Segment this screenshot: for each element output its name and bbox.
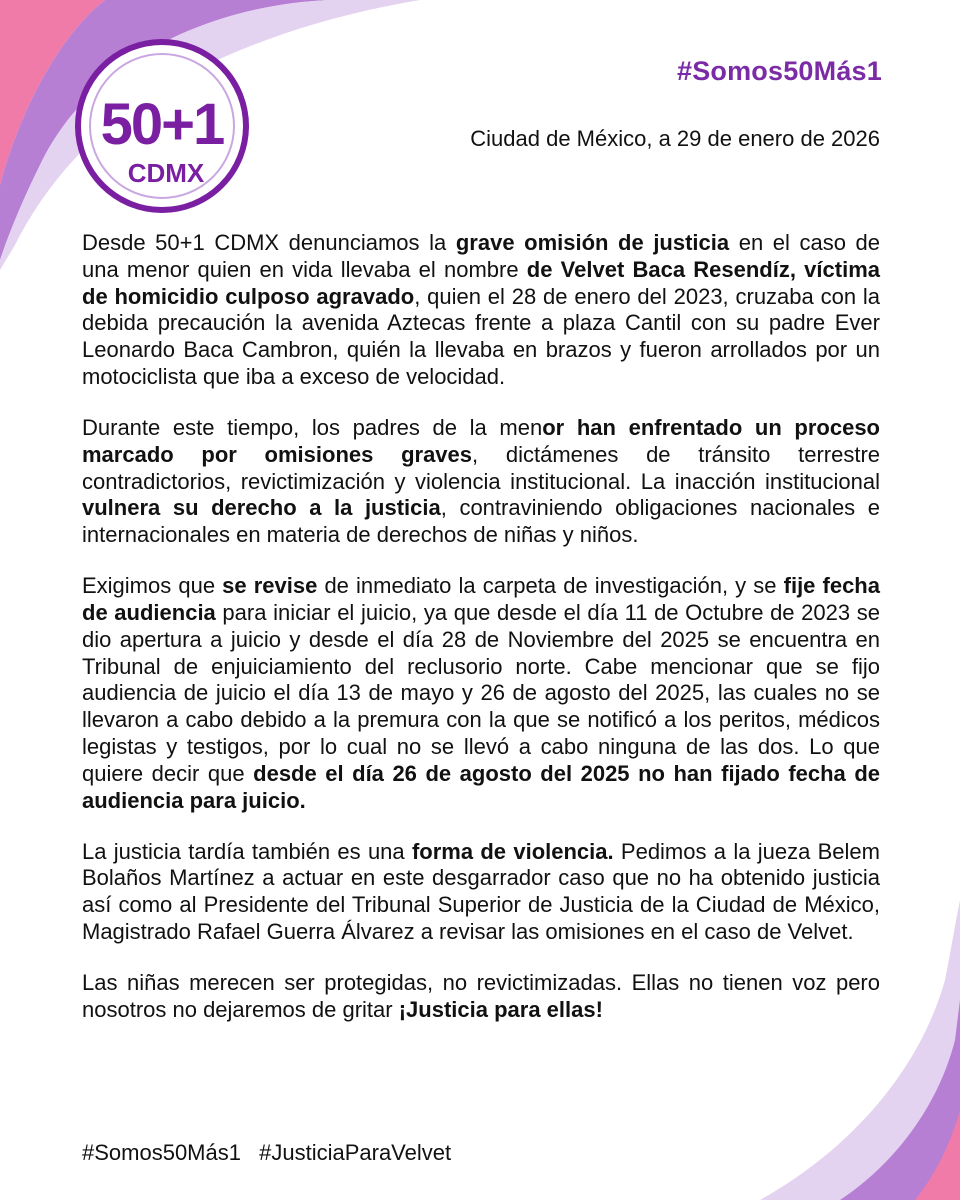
p3-text-3: para iniciar el juicio, ya que desde el día 11 de Octubre de 2023 se dio apertura a juicio y desde el día 28 de Noviembre del 2025 se encuentra en Tribunal de enjuiciamiento del reclusorio norte. Cabe mencionar que se fijo audiencia de juicio el día 13 de mayo y 26 de agosto del 2025, las cuales no se llevaron a cabo debido a la premura con la que se notificó a los peritos, médicos legistas y testigos, por lo cual no se llevó a cabo ninguna de las dos. Lo que quiere decir que (82, 599, 880, 786)
p3-bold-3: desde el día 26 de agosto del 2025 no han fijado fecha de audiencia para juicio. (82, 760, 880, 813)
p3-bold-1: se revise (222, 573, 318, 599)
paragraph-4 (82, 839, 880, 946)
p2-text-1: Durante este tiempo, los padres de la men (82, 414, 543, 440)
p1-bold-2: de Velvet Baca Resendíz, víctima de homicidio culposo agravado (82, 256, 880, 309)
p1-text-3: , quien el 28 de enero del 2023, cruzaba con la debida precaución la avenida Aztecas frente a plaza Cantil con su padre Ever Leonardo Baca Cambron, quién la llevaba en brazos y fueron arrollados por un motociclista que iba a exceso de velocidad. (82, 283, 881, 390)
p1-text-2: en el caso de una menor quien en vida llevaba el nombre (82, 230, 880, 282)
footer-hashtag-justicia[interactable]: #JusticiaParaVelvet (259, 1140, 452, 1165)
p2-text-2: , dictámenes de tránsito terrestre contradictorios, revictimización y violencia institucional. La inacción institucional (82, 441, 881, 494)
p5-text-1: Las niñas merecen ser protegidas, no revictimizadas. Ellas no tienen voz pero nosotros no dejaremos de gritar (82, 969, 880, 1022)
header-hashtag[interactable]: #Somos50Más1 (676, 56, 882, 86)
p1-bold-1: grave omisión de justicia (455, 230, 730, 255)
logo-main-text: 50+1 (100, 92, 224, 157)
paragraph-3 (82, 573, 880, 814)
logo-sub-text: CDMX (127, 158, 205, 188)
paragraph-2 (82, 415, 880, 549)
p4-text-1: La justicia tardía también es una (82, 838, 412, 864)
p5-bold-1: ¡Justicia para ellas! (398, 996, 603, 1022)
p4-bold-1: forma de violencia. (411, 838, 614, 864)
paragraph-1 (82, 230, 880, 391)
paragraph-5 (82, 970, 880, 1024)
p2-bold-2: vulnera su derecho a la justicia (82, 495, 441, 521)
p2-bold-1: or han enfrentado un proceso marcado por omisiones graves (82, 414, 880, 467)
logo (74, 38, 250, 214)
p3-bold-2: fije fecha de audiencia (82, 573, 880, 625)
letter-body (82, 230, 880, 1048)
p3-text-1: Exigimos que (82, 573, 223, 599)
footer-hashtag-somos[interactable]: #Somos50Más1 (82, 1140, 241, 1165)
date-line: Ciudad de México, a 29 de enero de 2026 (470, 126, 880, 151)
p3-text-2: de inmediato la carpeta de investigación, y se (317, 573, 784, 599)
p2-text-3: , contraviniendo obligaciones nacionales e internacionales en materia de derechos de niñas y niños. (82, 495, 880, 548)
p1-text-1: Desde 50+1 CDMX denunciamos la (82, 230, 456, 255)
footer-hashtags (82, 1140, 463, 1166)
p4-text-2: Pedimos a la jueza Belem Bolaños Martínez a actuar en este desgarrador caso que no ha obtenido justicia así como al Presidente del Tribunal Superior de Justicia de la Ciudad de México, Magistrado Rafael Guerra Álvarez a revisar las omisiones en el caso de Velvet. (82, 838, 880, 945)
